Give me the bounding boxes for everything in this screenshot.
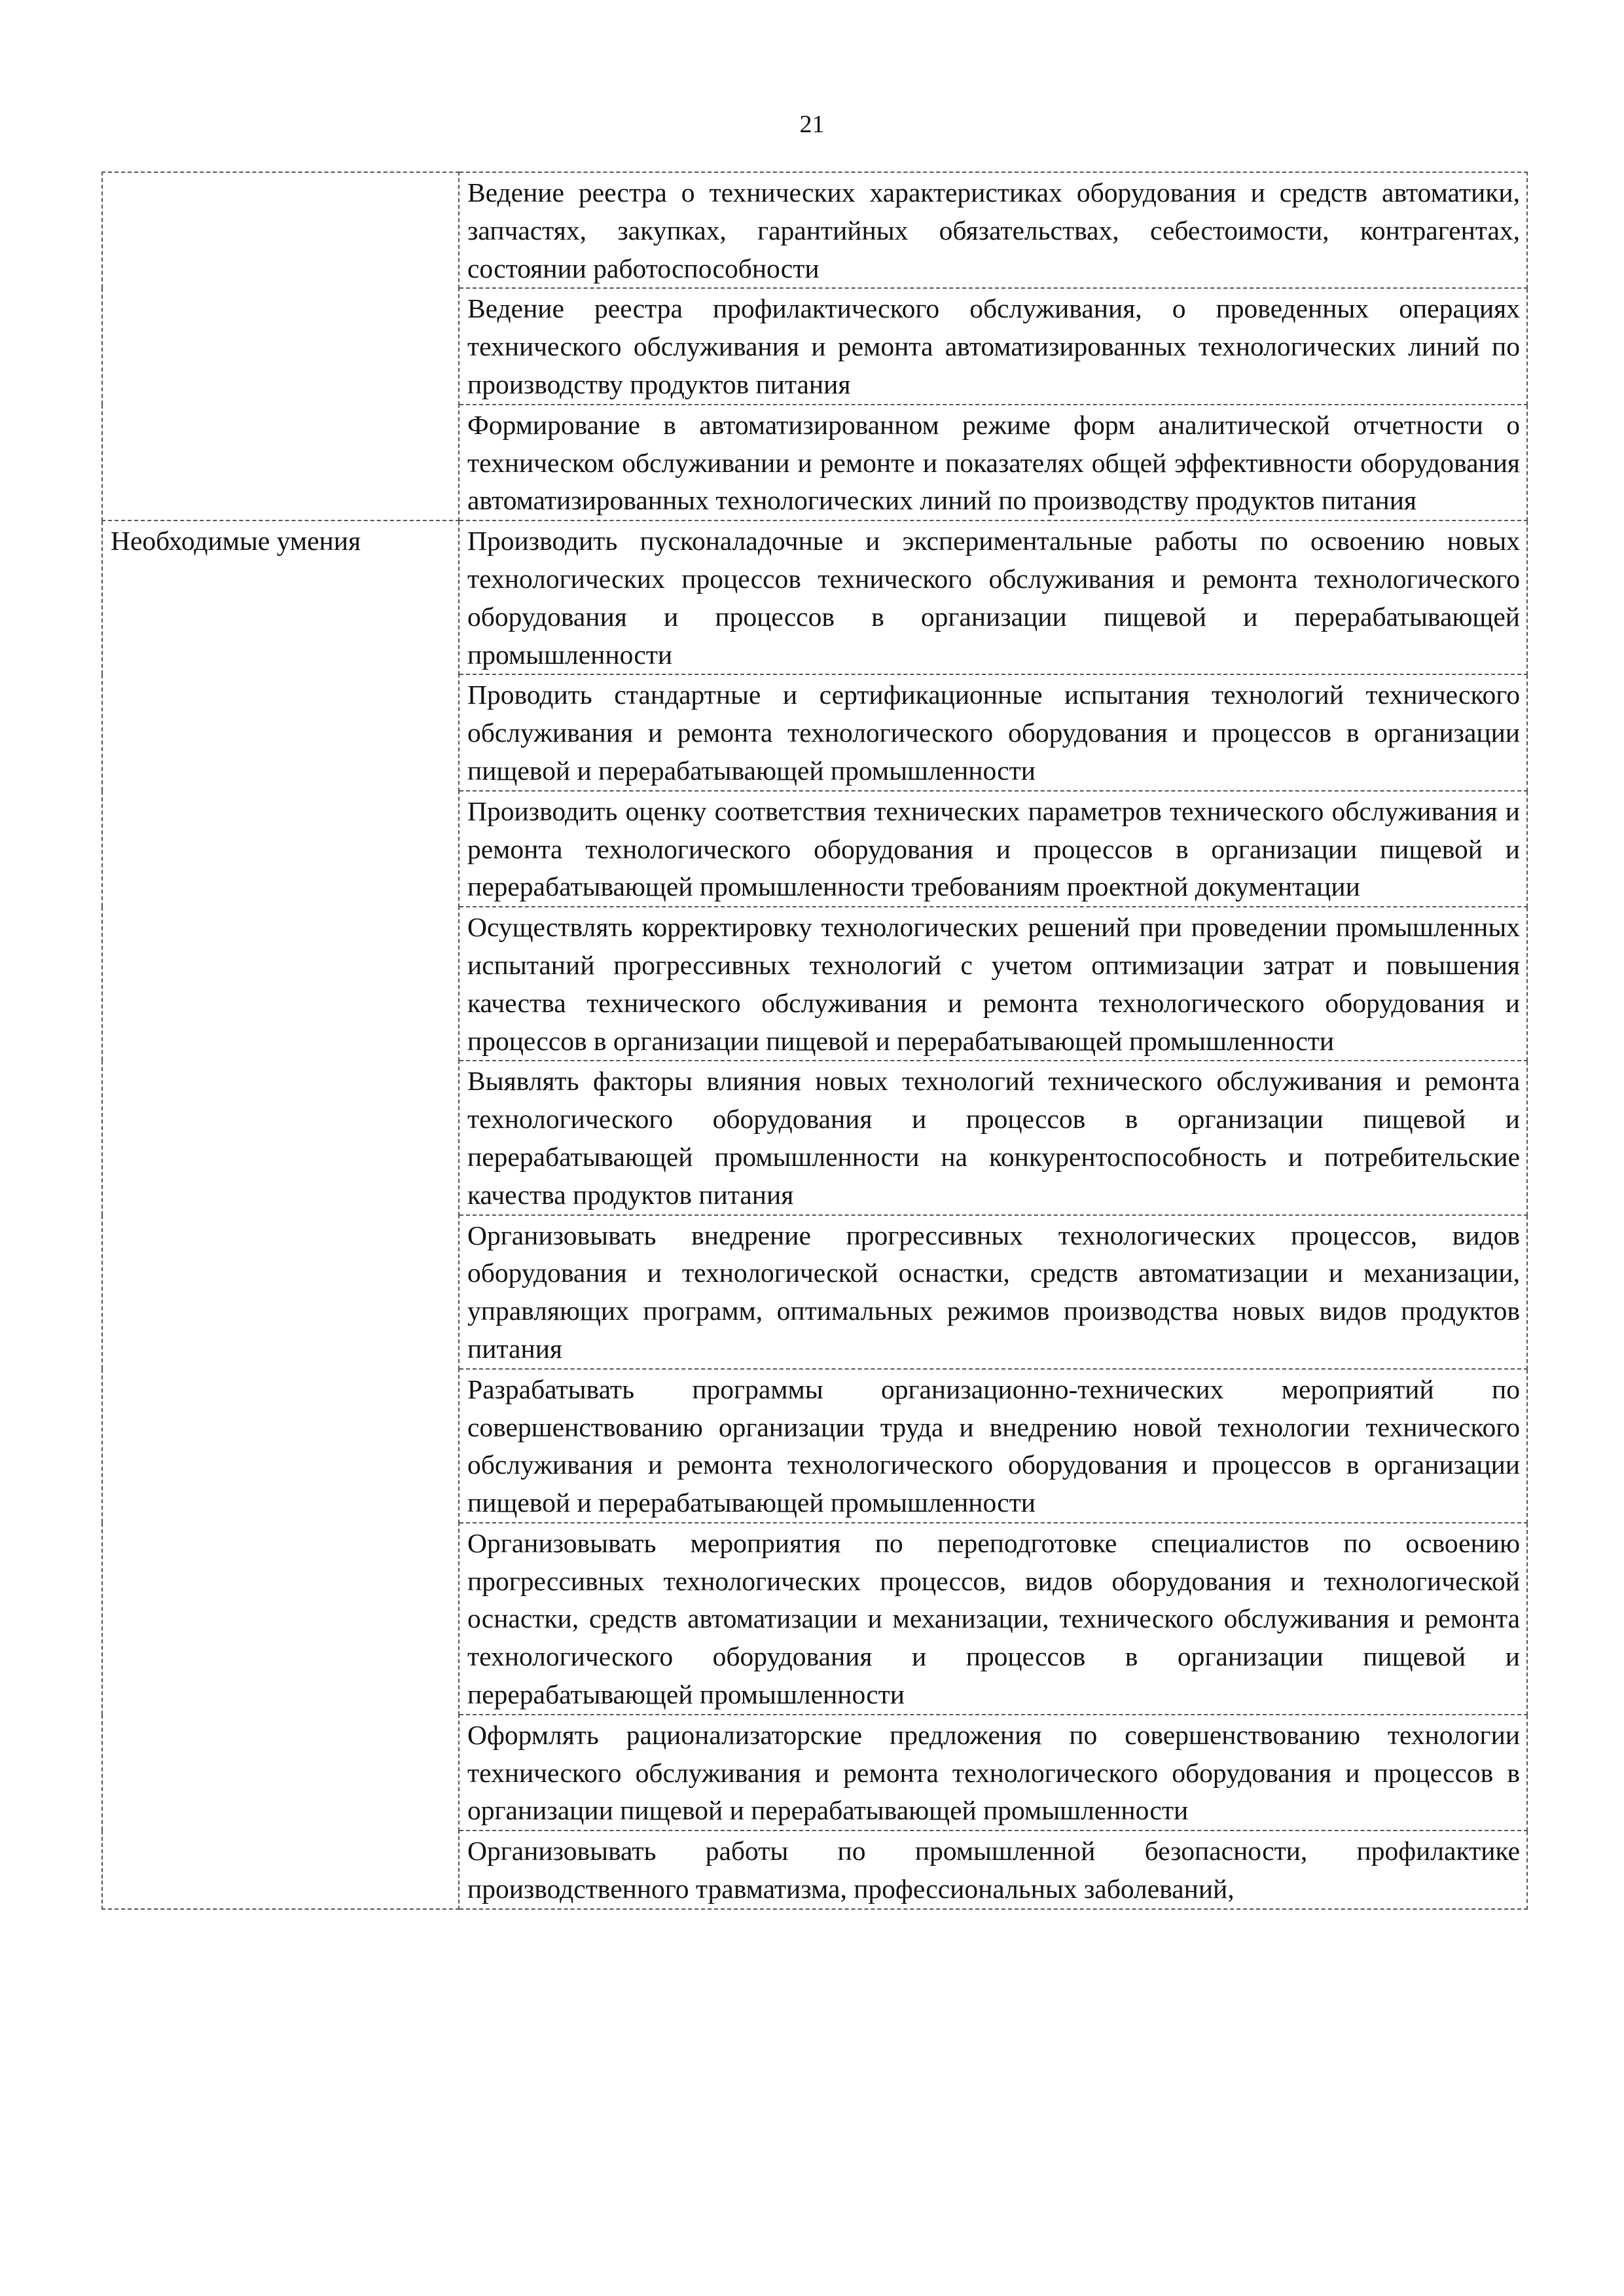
requirements-table xyxy=(101,172,1528,1910)
table-cell: Разрабатывать программы организационно-технических мероприятий по совершенствованию организации труда и внедрению новой технологии технического обслуживания и ремонта технологического оборудования и процессов в организации пищевой и перерабатывающей промышленности xyxy=(459,1369,1527,1523)
table-cell: Организовывать работы по промышленной безопасности, профилактике производственного травматизма, профессиональных заболеваний, xyxy=(459,1831,1527,1909)
table-row xyxy=(102,172,1527,288)
table-cell: Ведение реестра профилактического обслуживания, о проведенных операциях технического обслуживания и ремонта автоматизированных технологических линий по производству продуктов питания xyxy=(459,288,1527,404)
table-cell: Организовывать мероприятия по переподготовке специалистов по освоению прогрессивных технологических процессов, видов оборудования и технологической оснастки, средств автоматизации и механизации, технического обслуживания и ремонта технологического оборудования и процессов в организации пищевой и перерабатывающей промышленности xyxy=(459,1523,1527,1715)
table-cell: Выявлять факторы влияния новых технологий технического обслуживания и ремонта технологического оборудования и процессов в организации пищевой и перерабатывающей промышленности на конкурентоспособность и потребительские качества продуктов питания xyxy=(459,1061,1527,1214)
table-cell: Организовывать внедрение прогрессивных технологических процессов, видов оборудования и технологической оснастки, средств автоматизации и механизации, управляющих программ, оптимальных режимов производства новых видов продуктов питания xyxy=(459,1215,1527,1369)
table-cell: Производить пусконаладочные и экспериментальные работы по освоению новых технологических процессов технического обслуживания и ремонта технологического оборудования и процессов в организации пищевой и перерабатывающей промышленности xyxy=(459,520,1527,674)
table-cell: Оформлять рационализаторские предложения по совершенствованию технологии технического обслуживания и ремонта технологического оборудования и процессов в организации пищевой и перерабатывающей промышленности xyxy=(459,1715,1527,1831)
table-row xyxy=(102,520,1527,674)
row-label-cell xyxy=(102,172,459,520)
table-cell: Осуществлять корректировку технологических решений при проведении промышленных испытаний прогрессивных технологий с учетом оптимизации затрат и повышения качества технического обслуживания и ремонта технологического оборудования и процессов в организации пищевой и перерабатывающей промышленности xyxy=(459,907,1527,1061)
table-cell: Формирование в автоматизированном режиме форм аналитической отчетности о техническом обслуживании и ремонте и показателях общей эффективности оборудования автоматизированных технологических линий по производству продуктов питания xyxy=(459,405,1527,520)
table-cell: Ведение реестра о технических характеристиках оборудования и средств автоматики, запчастях, закупках, гарантийных обязательствах, себестоимости, контрагентах, состоянии работоспособности xyxy=(459,172,1527,288)
row-label-cell: Необходимые умения xyxy=(102,520,459,1909)
table-cell: Производить оценку соответствия технических параметров технического обслуживания и ремонта технологического оборудования и процессов в организации пищевой и перерабатывающей промышленности требованиям проектной документации xyxy=(459,791,1527,907)
page-number: 21 xyxy=(799,111,825,138)
table-cell: Проводить стандартные и сертификационные испытания технологий технического обслуживания и ремонта технологического оборудования и процессов в организации пищевой и перерабатывающей промышленности xyxy=(459,674,1527,790)
